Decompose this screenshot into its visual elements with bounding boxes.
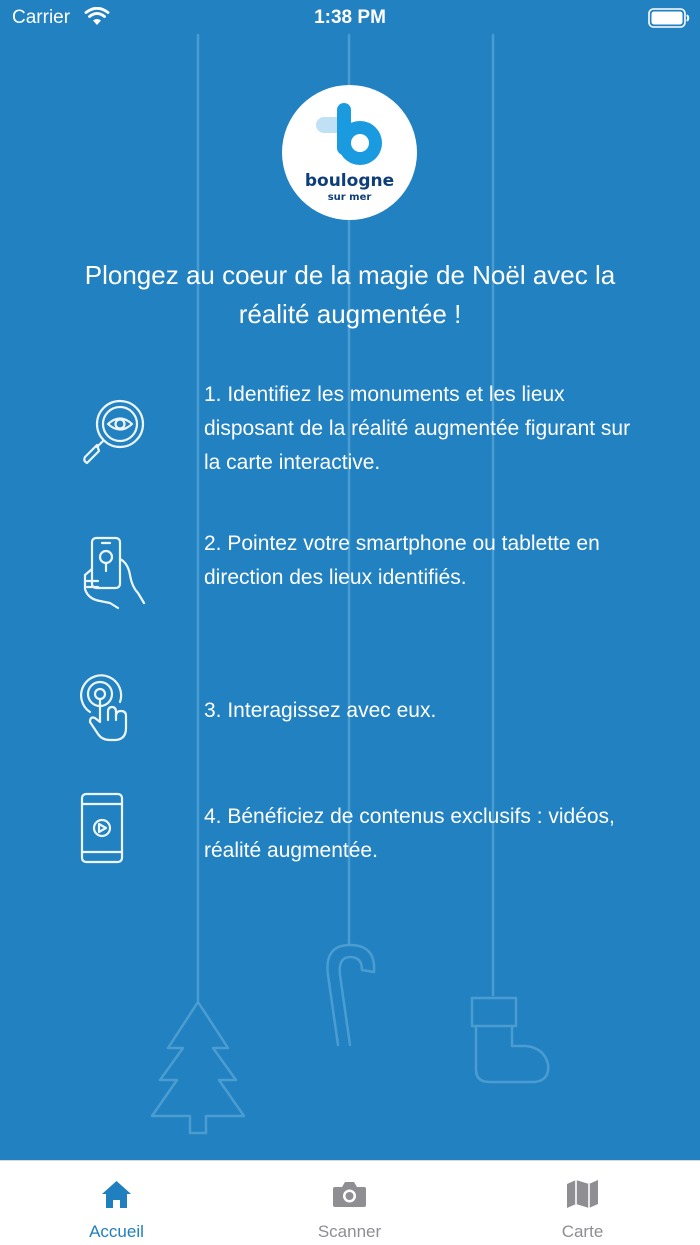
intro-headline: Plongez au coeur de la magie de Noël avec la réalité augmentée ! [84,260,616,329]
boulogne-logo [282,85,417,220]
map-icon [466,1178,699,1210]
touch-interact-icon [78,672,138,744]
tab-carte-label: Carte [561,1222,604,1241]
tab-accueil[interactable] [0,1161,233,1245]
status-bar [0,0,700,36]
logo-sub-text: sur mer [327,192,372,203]
home-icon [0,1178,233,1210]
step-1-text: 1. Identifiez les monuments et les lieux disposant de la réalité augmentée figurant sur la carte interactive. [204,383,631,474]
step-4-text: 4. Bénéficiez de contenus exclusifs : vidéos, réalité augmentée. [204,805,615,862]
camera-icon [233,1178,466,1210]
status-time: 1:38 PM [314,7,386,28]
step-2-text: 2. Pointez votre smartphone ou tablette en direction des lieux identifiés. [204,532,600,589]
tab-accueil-label: Accueil [89,1222,144,1241]
carrier-label: Carrier [12,7,71,28]
tab-scanner[interactable] [233,1161,466,1245]
tab-carte[interactable] [466,1161,699,1245]
logo-main-text: boulogne [304,171,395,191]
tab-bar [0,1160,700,1245]
phone-video-icon [78,792,128,866]
tab-scanner-label: Scanner [317,1222,382,1241]
step-3-text: 3. Interagissez avec eux. [204,699,437,722]
boulogne-b-icon [282,85,417,220]
magnifier-eye-icon [78,388,150,468]
hand-smartphone-icon [78,535,150,610]
battery-icon [648,8,690,28]
